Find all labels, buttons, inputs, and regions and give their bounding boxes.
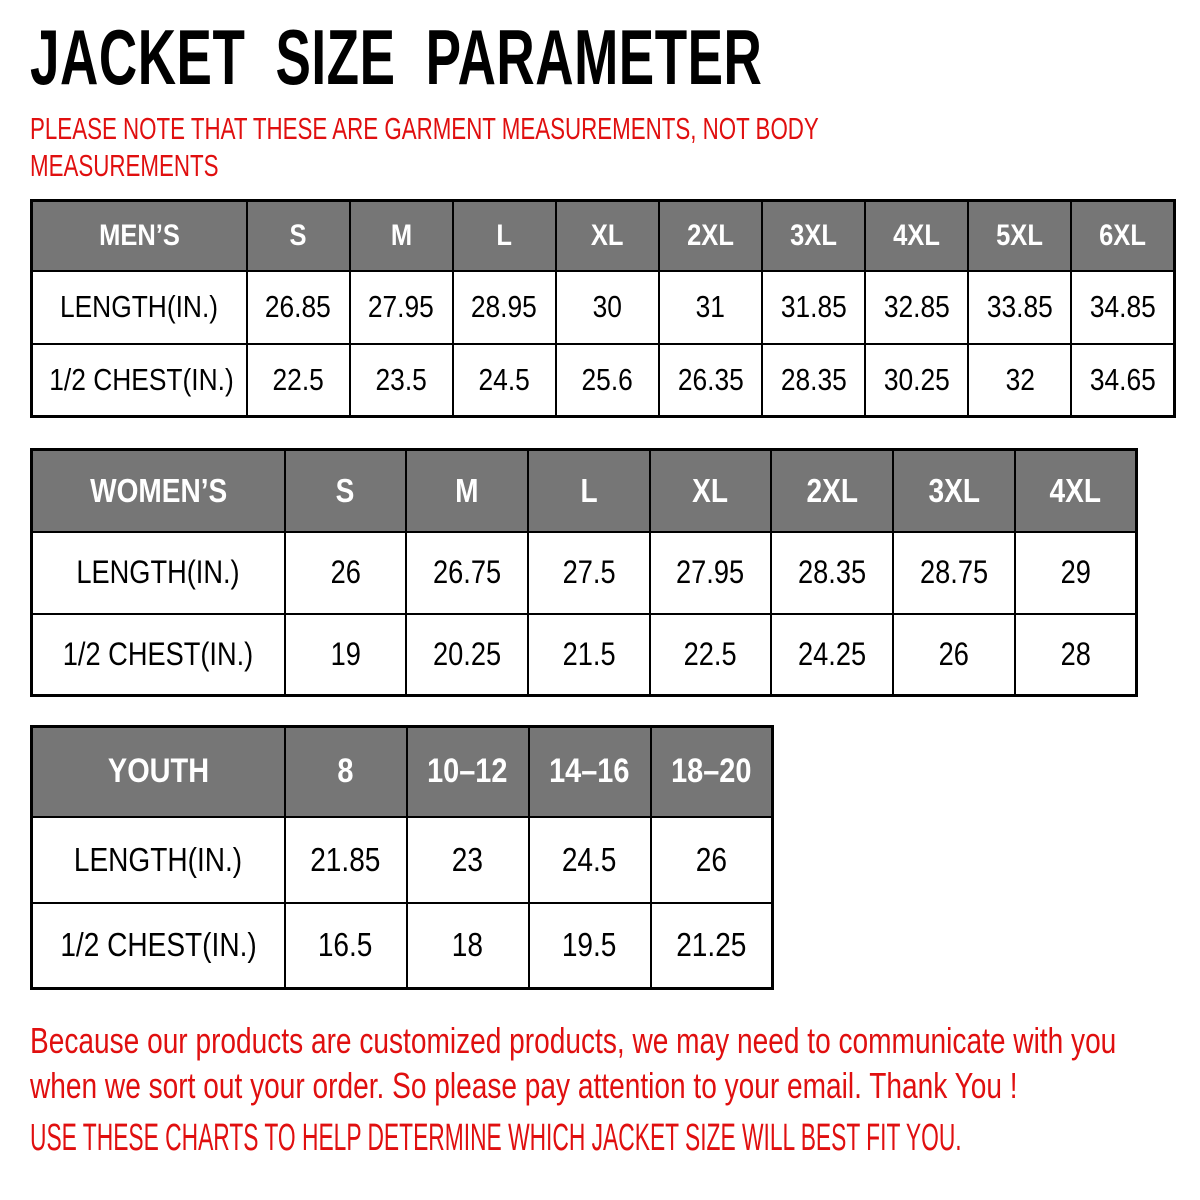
notice-line-1: Because our products are customized products, we may need to communicate with you (30, 1020, 1117, 1061)
size-value: 21.85 (285, 817, 407, 903)
size-value: 25.6 (556, 344, 659, 417)
size-value: 26 (893, 614, 1015, 696)
size-value: 27.95 (650, 532, 772, 614)
size-value: 31 (659, 271, 762, 344)
womens-chest-row (32, 614, 1137, 696)
youth-chest-row (32, 903, 773, 989)
notice-line-2: when we sort out your order. So please pay attention to your email. Thank You ! (30, 1065, 1018, 1106)
size-value: 23.5 (350, 344, 453, 417)
size-value: 32.85 (865, 271, 968, 344)
size-value: 26 (651, 817, 773, 903)
size-value: 19 (285, 614, 407, 696)
size-value: 28.35 (771, 532, 893, 614)
size-value: 32 (968, 344, 1071, 417)
size-col-header: 3XL (762, 201, 865, 271)
row-label: 1/2 CHEST(IN.) (32, 344, 247, 417)
size-col-header: XL (556, 201, 659, 271)
mens-header-row (32, 201, 1175, 271)
womens-header-row (32, 450, 1137, 532)
note-line-1: PLEASE NOTE THAT THESE ARE GARMENT MEASUREMENTS, NOT BODY (30, 111, 819, 146)
youth-size-table (30, 725, 774, 990)
customization-notice (30, 1018, 1200, 1108)
size-value: 19.5 (529, 903, 651, 989)
size-value: 18 (407, 903, 529, 989)
size-col-header: 6XL (1071, 201, 1174, 271)
mens-size-table (30, 199, 1176, 418)
size-value: 16.5 (285, 903, 407, 989)
size-col-header: 10–12 (407, 727, 529, 817)
size-col-header: S (285, 450, 407, 532)
womens-size-table (30, 448, 1138, 697)
size-col-header: 4XL (1015, 450, 1137, 532)
youth-length-row (32, 817, 773, 903)
youth-table-title: YOUTH (32, 727, 285, 817)
size-col-header: M (406, 450, 528, 532)
garment-measurement-note (30, 110, 1200, 184)
size-col-header: 8 (285, 727, 407, 817)
size-value: 26.75 (406, 532, 528, 614)
size-value: 24.5 (453, 344, 556, 417)
size-col-header: 2XL (659, 201, 762, 271)
size-value: 22.5 (247, 344, 350, 417)
size-col-header: 4XL (865, 201, 968, 271)
size-col-header: 5XL (968, 201, 1071, 271)
size-value: 33.85 (968, 271, 1071, 344)
size-col-header: 14–16 (529, 727, 651, 817)
youth-header-row (32, 727, 773, 817)
row-label: 1/2 CHEST(IN.) (32, 903, 285, 989)
row-label: LENGTH(IN.) (32, 532, 285, 614)
size-col-header: XL (650, 450, 772, 532)
row-label: LENGTH(IN.) (32, 817, 285, 903)
size-col-header: 3XL (893, 450, 1015, 532)
size-col-header: 2XL (771, 450, 893, 532)
size-value: 22.5 (650, 614, 772, 696)
size-value: 21.5 (528, 614, 650, 696)
size-value: 31.85 (762, 271, 865, 344)
size-col-header: L (528, 450, 650, 532)
size-col-header: 18–20 (651, 727, 773, 817)
size-value: 21.25 (651, 903, 773, 989)
size-value: 26.85 (247, 271, 350, 344)
womens-table-title: WOMEN’S (32, 450, 285, 532)
size-value: 28.75 (893, 532, 1015, 614)
note-line-2: MEASUREMENTS (30, 148, 219, 183)
size-value: 26.35 (659, 344, 762, 417)
mens-chest-row (32, 344, 1175, 417)
size-value: 23 (407, 817, 529, 903)
size-value: 24.5 (529, 817, 651, 903)
size-value: 28.35 (762, 344, 865, 417)
size-value: 28.95 (453, 271, 556, 344)
size-value: 27.5 (528, 532, 650, 614)
row-label: LENGTH(IN.) (32, 271, 247, 344)
size-value: 30 (556, 271, 659, 344)
size-col-header: S (247, 201, 350, 271)
size-value: 34.65 (1071, 344, 1174, 417)
size-value: 27.95 (350, 271, 453, 344)
size-value: 34.85 (1071, 271, 1174, 344)
size-col-header: M (350, 201, 453, 271)
mens-length-row (32, 271, 1175, 344)
size-value: 26 (285, 532, 407, 614)
mens-table-title: MEN’S (32, 201, 247, 271)
size-value: 28 (1015, 614, 1137, 696)
page-title: JACKET SIZE PARAMETER (30, 13, 763, 101)
row-label: 1/2 CHEST(IN.) (32, 614, 285, 696)
fit-advice-line: USE THESE CHARTS TO HELP DETERMINE WHICH JACKET SIZE WILL BEST FIT YOU. (30, 1117, 962, 1159)
size-value: 20.25 (406, 614, 528, 696)
womens-length-row (32, 532, 1137, 614)
size-col-header: L (453, 201, 556, 271)
size-value: 24.25 (771, 614, 893, 696)
size-value: 29 (1015, 532, 1137, 614)
size-value: 30.25 (865, 344, 968, 417)
